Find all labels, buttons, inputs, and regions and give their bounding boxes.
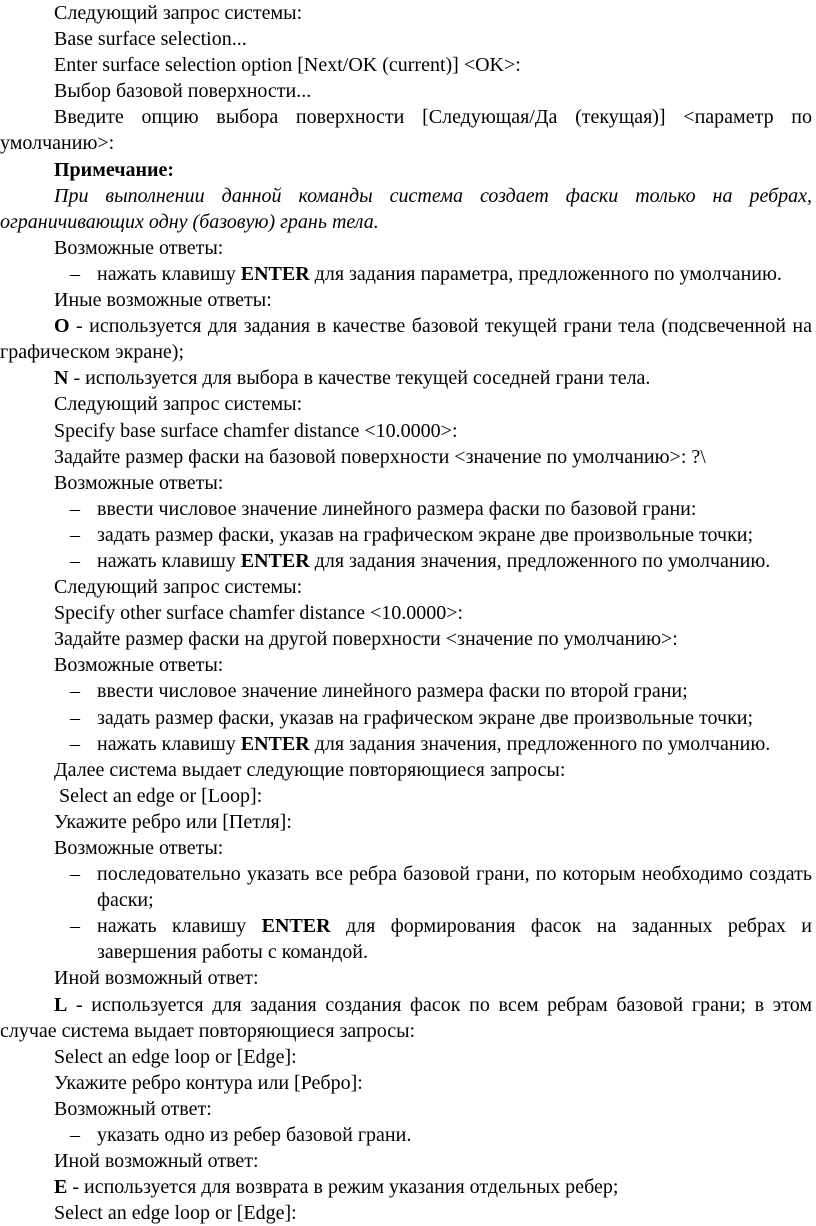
option-text: - используется для задания в качестве базовой текущей грани тела (подсвеченной на графическом экране); <box>0 315 812 364</box>
answer-list <box>0 261 812 287</box>
answer-list <box>0 861 812 965</box>
text-line: Иные возможные ответы: <box>54 289 272 312</box>
note-text: При выполнении данной команды система создает фаски только на ребрах, ограничивающих одну (базовую) грань тела. <box>0 184 812 233</box>
list-item <box>0 1122 812 1148</box>
text-line: Specify other surface chamfer distance <10.0000>: <box>54 602 464 625</box>
text-line: Возможный ответ: <box>54 1097 212 1120</box>
text-line: Возможные ответы: <box>54 236 224 259</box>
list-item <box>0 522 812 548</box>
option-text: - используется для выбора в качестве текущей соседней грани тела. <box>68 367 651 390</box>
answer-list <box>0 678 812 756</box>
item-text: задать размер фаски, указав на графическом экране две произвольные точки; <box>97 523 754 546</box>
text-line: Задайте размер фаски на базовой поверхности <значение по умолчанию>: ?\ <box>54 445 706 468</box>
text-line: Следующий запрос системы: <box>54 393 303 416</box>
item-text: для задания значения, предложенного по умолчанию. <box>309 732 771 755</box>
list-item <box>0 548 812 574</box>
option-key: N <box>54 367 69 390</box>
text-paragraph <box>0 365 812 391</box>
text-line: Выбор базовой поверхности... <box>54 80 312 103</box>
dash-marker: – <box>70 549 80 572</box>
text-paragraph <box>0 992 812 1044</box>
text-line: Следующий запрос системы: <box>54 576 303 599</box>
dash-marker: – <box>70 863 80 886</box>
text-line: Возможные ответы: <box>54 837 224 859</box>
item-text: нажать клавишу <box>97 732 241 755</box>
text-line: Возможные ответы: <box>54 654 224 677</box>
text-paragraph <box>0 1174 812 1200</box>
dash-marker: – <box>70 1124 80 1147</box>
key-name: ENTER <box>240 732 310 755</box>
text-line: Specify base surface chamfer distance <10.0000>: <box>54 419 458 442</box>
list-item <box>0 678 812 704</box>
text-line: Иной возможный ответ: <box>54 967 259 990</box>
dash-marker: – <box>70 706 80 729</box>
option-key: O <box>54 315 70 338</box>
list-item <box>0 731 812 757</box>
item-text: ввести числовое значение линейного размера фаски по второй грани; <box>97 680 688 703</box>
list-item <box>0 861 812 913</box>
text-line: Задайте размер фаски на другой поверхности <значение по умолчанию>: <box>54 628 678 651</box>
text-line: Select an edge or [Loop]: <box>54 784 263 807</box>
text-line: Иной возможный ответ: <box>54 1150 259 1173</box>
key-name: ENTER <box>240 549 310 572</box>
text-line: Далее система выдает следующие повторяющиеся запросы: <box>54 758 566 781</box>
item-text: указать одно из ребер базовой грани. <box>97 1124 412 1147</box>
text-paragraph: Введите опцию выбора поверхности [Следующая/Да (текущая)] <параметр по умолчанию>: <box>0 106 812 155</box>
item-text: для формирования фасок на заданных ребрах и завершения работы с командой. <box>97 915 812 964</box>
list-item <box>0 913 812 965</box>
answer-list <box>0 496 812 574</box>
list-item <box>0 705 812 731</box>
text-line: Укажите ребро контура или [Ребро]: <box>54 1071 363 1094</box>
list-item <box>0 261 812 287</box>
dash-marker: – <box>70 523 80 546</box>
text-line: Base surface selection... <box>54 28 247 51</box>
item-text: нажать клавишу <box>97 915 262 938</box>
dash-marker: – <box>70 262 80 285</box>
option-text: - используется для возврата в режим указания отдельных ребер; <box>67 1176 619 1199</box>
text-line: Укажите ребро или [Петля]: <box>54 810 292 833</box>
text-line: Возможные ответы: <box>54 471 224 494</box>
item-text: нажать клавишу <box>97 262 241 285</box>
item-text: задать размер фаски, указав на графическом экране две произвольные точки; <box>97 706 754 729</box>
list-item <box>0 496 812 522</box>
text-paragraph <box>0 313 812 365</box>
note-title: Примечание: <box>54 158 175 181</box>
dash-marker: – <box>70 497 80 520</box>
dash-marker: – <box>70 915 80 938</box>
dash-marker: – <box>70 732 80 755</box>
item-text: ввести числовое значение линейного размера фаски по базовой грани: <box>97 497 697 520</box>
option-text: - используется для задания создания фасок по всем ребрам базовой грани; в этом случае система выдает повторяющиеся запросы: <box>0 993 812 1042</box>
option-key: E <box>54 1176 68 1199</box>
text-line: Enter surface selection option [Next/OK (current)] <OK>: <box>54 54 521 77</box>
option-key: L <box>54 993 68 1016</box>
answer-list <box>0 1122 812 1148</box>
key-name: ENTER <box>261 915 331 938</box>
dash-marker: – <box>70 680 80 703</box>
key-name: ENTER <box>240 262 310 285</box>
item-text: последовательно указать все ребра базовой грани, по которым необходимо создать фаски; <box>97 863 812 912</box>
item-text: нажать клавишу <box>97 549 241 572</box>
text-line: Следующий запрос системы: <box>54 2 303 24</box>
item-text: для задания параметра, предложенного по умолчанию. <box>309 262 782 285</box>
text-line: Select an edge loop or [Edge]: <box>54 1202 297 1225</box>
text-line: Select an edge loop or [Edge]: <box>54 1045 297 1068</box>
item-text: для задания значения, предложенного по умолчанию. <box>309 549 771 572</box>
